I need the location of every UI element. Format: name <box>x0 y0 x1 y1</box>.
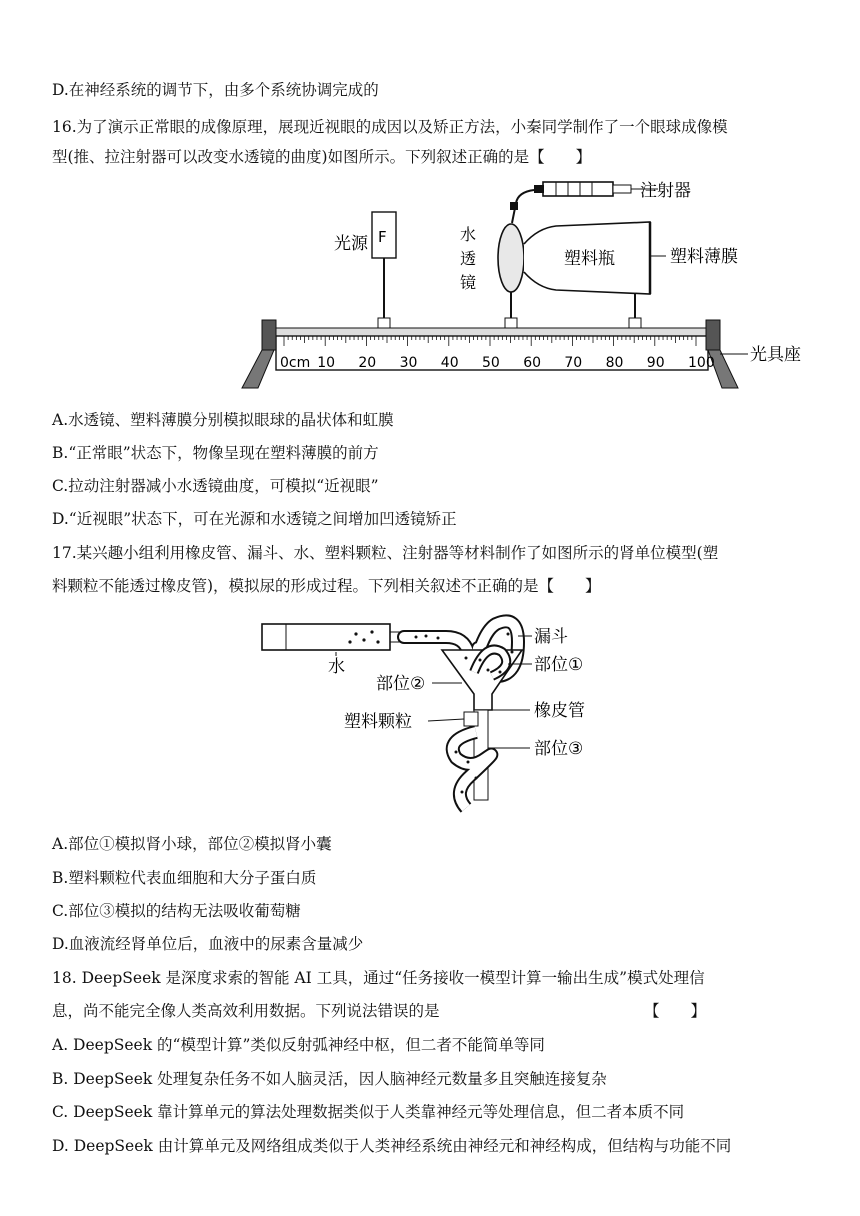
ruler-tick-label: 30 <box>399 355 418 371</box>
q18-stem-line2: 息，尚不能完全像人类高效利用数据。下列说法错误的是 <box>52 1002 440 1020</box>
optical-bench-label: 光具座 <box>750 345 801 365</box>
ruler-unit: 0cm <box>280 355 311 371</box>
plastic-particles-label: 塑料颗粒 <box>344 712 412 732</box>
kidney-unit-model-figure <box>256 612 626 817</box>
q17-option-a: A.部位①模拟肾小球，部位②模拟肾小囊 <box>52 835 332 853</box>
q18-option-a: A. DeepSeek 的“模型计算”类似反射弧神经中枢，但二者不能简单等同 <box>52 1036 545 1054</box>
part1-label: 部位① <box>534 655 584 675</box>
syringe-drawing <box>262 624 404 650</box>
rubber-tube-label: 橡皮管 <box>534 701 585 721</box>
eye-model-figure <box>238 178 818 393</box>
ruler-tick-label: 100 <box>688 355 715 371</box>
f-letter: F <box>378 228 387 246</box>
q16-stem-line2: 型(推、拉注射器可以改变水透镜的曲度)如图所示。下列叙述正确的是【 】 <box>52 148 592 166</box>
q18-option-c: C. DeepSeek 靠计算单元的算法处理数据类似于人类靠神经元等处理信息，但二者本质不同 <box>52 1103 685 1121</box>
ruler-tick-label: 90 <box>646 355 665 371</box>
q17-option-b: B.塑料颗粒代表血细胞和大分子蛋白质 <box>52 869 317 887</box>
syringe-label: 注射器 <box>640 181 691 201</box>
q16-option-b: B.“正常眼”状态下，物像呈现在塑料薄膜的前方 <box>52 444 379 462</box>
q16-stem-line1: 16.为了演示正常眼的成像原理，展现近视眼的成因以及矫正方法，小秦同学制作了一个眼球成像模 <box>52 118 728 136</box>
q18-stem-line1: 18. DeepSeek 是深度求索的智能 AI 工具，通过“任务接收一模型计算一输出生成”模式处理信 <box>52 969 705 987</box>
ruler-tick-label: 70 <box>564 355 583 371</box>
syringe-drawing <box>510 182 658 223</box>
q17-option-d: D.血液流经肾单位后，血液中的尿素含量减少 <box>52 935 364 953</box>
q17-stem-line2: 料颗粒不能透过橡皮管)，模拟尿的形成过程。下列相关叙述不正确的是【 】 <box>52 577 601 595</box>
q17-option-c: C.部位③模拟的结构无法吸收葡萄糖 <box>52 902 301 920</box>
q16-option-c: C.拉动注射器减小水透镜曲度，可模拟“近视眼” <box>52 477 379 495</box>
plastic-film-label: 塑料薄膜 <box>670 247 738 267</box>
part3-label: 部位③ <box>534 739 584 759</box>
ruler-tick-label: 60 <box>523 355 542 371</box>
q18-answer-bracket: 【 】 <box>644 1002 707 1020</box>
q16-option-a: A.水透镜、塑料薄膜分别模拟眼球的晶状体和虹膜 <box>52 411 394 429</box>
q17-stem-line1: 17.某兴趣小组利用橡皮管、漏斗、水、塑料颗粒、注射器等材料制作了如图所示的肾单位模型(塑 <box>52 544 719 562</box>
water-lens-label-2: 透 <box>460 249 477 268</box>
ruler-tick-label: 50 <box>482 355 500 371</box>
q18-option-d: D. DeepSeek 由计算单元及网络组成类似于人类神经系统由神经元和神经构成，但结构与功能不同 <box>52 1137 732 1155</box>
light-source-label: 光源 <box>334 234 368 254</box>
funnel-label: 漏斗 <box>534 627 568 647</box>
ruler-tick-label: 40 <box>440 355 459 371</box>
q18-option-b: B. DeepSeek 处理复杂任务不如人脑灵活，因人脑神经元数量多且突触连接复杂 <box>52 1070 607 1088</box>
ruler-tick-label: 20 <box>358 355 377 371</box>
water-label: 水 <box>328 657 345 677</box>
plastic-bottle-label: 塑料瓶 <box>564 249 615 269</box>
q15-option-d: D.在神经系统的调节下，由多个系统协调完成的 <box>52 81 379 99</box>
part2-label: 部位② <box>376 674 426 694</box>
water-lens-drawing <box>498 224 524 292</box>
water-lens-label-1: 水 <box>460 225 477 244</box>
ruler-tick-label: 80 <box>605 355 624 371</box>
q16-option-d: D.“近视眼”状态下，可在光源和水透镜之间增加凹透镜矫正 <box>52 510 457 528</box>
water-lens-label-3: 镜 <box>460 273 477 292</box>
optical-bench <box>242 320 738 388</box>
ruler-tick-label: 10 <box>317 355 336 371</box>
